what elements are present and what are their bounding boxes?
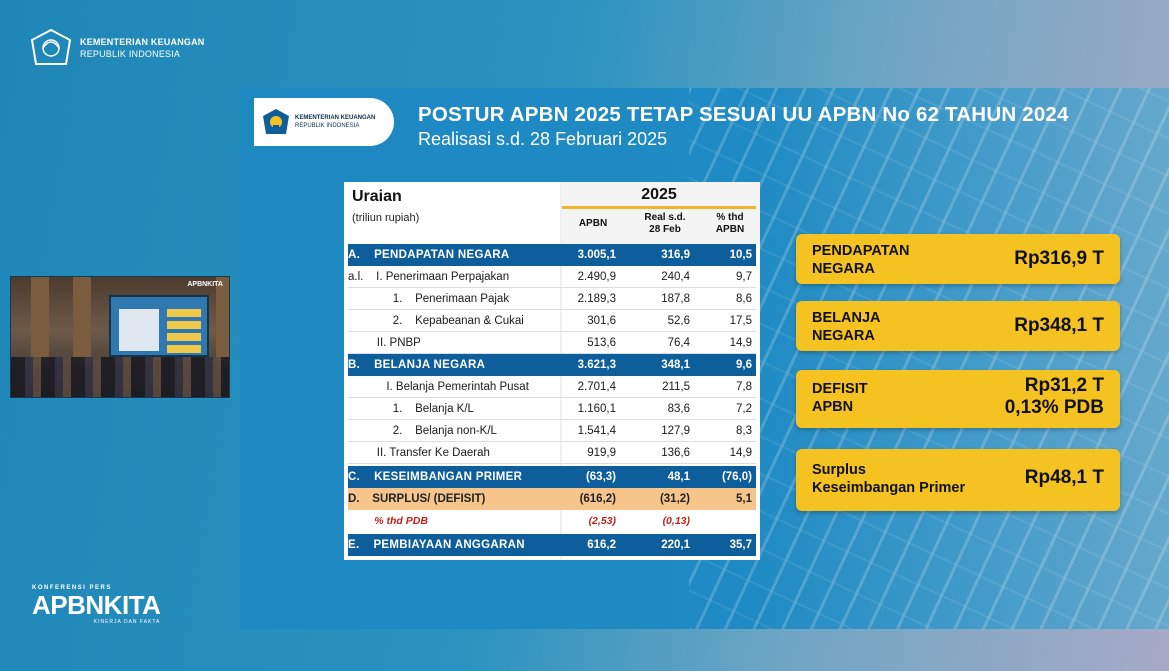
table-col-real-l2: 28 Feb bbox=[649, 224, 681, 235]
row-label: D. SURPLUS/ (DEFISIT) bbox=[348, 493, 486, 505]
row-real: 240,4 bbox=[661, 270, 690, 283]
ministry-logo-icon bbox=[30, 28, 72, 68]
row-label: A. PENDAPATAN NEGARA bbox=[348, 249, 510, 261]
table-row bbox=[348, 466, 756, 488]
row-apbn: 513,6 bbox=[587, 336, 616, 349]
row-label: 1. Belanja K/L bbox=[348, 402, 474, 415]
box-label-l1: PENDAPATAN bbox=[812, 243, 910, 259]
row-apbn: (63,3) bbox=[585, 471, 616, 483]
row-label: E. PEMBIAYAAN ANGGARAN bbox=[348, 539, 525, 551]
cam-screen-box bbox=[167, 321, 201, 329]
box-value-l2: 0,13% PDB bbox=[1004, 397, 1104, 418]
row-apbn: 1.541,4 bbox=[577, 424, 616, 437]
apbnkita-tag: KINERJA DAN FAKTA bbox=[93, 619, 161, 625]
box-value: Rp48,1 T bbox=[1024, 467, 1104, 488]
box-value bbox=[1005, 375, 1104, 419]
row-real: 211,5 bbox=[662, 380, 690, 393]
cam-pillar bbox=[216, 277, 230, 367]
box-label bbox=[812, 380, 868, 416]
row-apbn: 2.189,3 bbox=[577, 292, 616, 305]
row-label: % thd PDB bbox=[348, 515, 428, 527]
row-pct: 35,7 bbox=[729, 539, 752, 551]
row-apbn: 301,6 bbox=[587, 314, 616, 327]
presentation-slide bbox=[240, 88, 1169, 629]
box-label-l2: NEGARA bbox=[812, 261, 875, 277]
row-real: (0,13) bbox=[662, 515, 690, 527]
budget-table bbox=[344, 182, 760, 560]
row-real: 187,8 bbox=[661, 292, 690, 305]
row-real: (31,2) bbox=[659, 493, 690, 505]
row-apbn: 616,2 bbox=[587, 539, 616, 551]
row-apbn: 2.490,9 bbox=[577, 270, 616, 283]
cam-pillar bbox=[31, 277, 49, 367]
row-real: 83,6 bbox=[667, 402, 690, 415]
row-real: 348,1 bbox=[661, 359, 690, 371]
slide-logo bbox=[254, 98, 394, 146]
box-label bbox=[812, 461, 965, 497]
row-label: II. PNBP bbox=[348, 336, 421, 349]
row-apbn: (2,53) bbox=[588, 515, 616, 527]
table-row bbox=[348, 420, 756, 442]
row-pct: 10,5 bbox=[729, 249, 752, 261]
cam-screen-box bbox=[167, 309, 201, 317]
table-row bbox=[348, 244, 756, 266]
apbnkita-big: APBNKITA bbox=[32, 590, 161, 620]
ministry-logo-icon bbox=[262, 108, 290, 136]
apbnkita-small: KONFERENSI PERS bbox=[32, 585, 112, 591]
table-row bbox=[348, 266, 756, 288]
box-value: Rp348,1 T bbox=[1014, 315, 1104, 336]
box-defisit-apbn bbox=[796, 370, 1120, 428]
slide-title: POSTUR APBN 2025 TETAP SESUAI UU APBN No 62 TAHUN 2024 bbox=[418, 103, 1069, 126]
row-apbn: 1.160,1 bbox=[577, 402, 616, 415]
camera-feed-thumbnail[interactable] bbox=[10, 276, 230, 398]
table-head-year: 2025 bbox=[562, 186, 756, 209]
cam-screen-box bbox=[167, 345, 201, 353]
row-real: 127,9 bbox=[661, 424, 690, 437]
slide-subtitle: Realisasi s.d. 28 Februari 2025 bbox=[418, 129, 668, 149]
table-col-real bbox=[626, 212, 704, 236]
brand-text bbox=[80, 36, 205, 60]
table-col-real-l1: Real s.d. bbox=[644, 212, 686, 223]
row-real: 220,1 bbox=[661, 539, 690, 551]
row-real: 316,9 bbox=[661, 249, 690, 261]
table-row bbox=[348, 442, 756, 464]
row-apbn: 3.005,1 bbox=[577, 249, 616, 261]
row-pct: 14,9 bbox=[729, 446, 752, 459]
box-label-l1: DEFISIT bbox=[812, 381, 868, 397]
table-row bbox=[348, 398, 756, 420]
table-row bbox=[348, 488, 756, 510]
row-pct: 7,2 bbox=[736, 402, 752, 415]
row-pct: 8,6 bbox=[736, 292, 752, 305]
box-label-l2: Keseimbangan Primer bbox=[812, 480, 966, 496]
box-label-l1: Surplus bbox=[812, 462, 866, 478]
table-row bbox=[348, 288, 756, 310]
row-apbn: 3.621,3 bbox=[577, 359, 616, 371]
box-belanja-negara bbox=[796, 301, 1120, 351]
row-label: B. BELANJA NEGARA bbox=[348, 359, 486, 371]
row-real: 48,1 bbox=[667, 471, 690, 483]
row-label: 2. Kepabeanan & Cukai bbox=[348, 314, 524, 327]
box-label bbox=[812, 309, 880, 345]
row-label: 2. Belanja non-K/L bbox=[348, 424, 497, 437]
row-label: II. Transfer Ke Daerah bbox=[348, 446, 490, 459]
table-col-apbn: APBN bbox=[578, 218, 608, 229]
cam-pillar bbox=[73, 277, 91, 367]
row-pct: 7,8 bbox=[736, 380, 752, 393]
slide-logo-text bbox=[295, 114, 375, 130]
cam-presentation-screen bbox=[109, 295, 209, 357]
row-apbn: (616,2) bbox=[579, 493, 616, 505]
row-real: 136,6 bbox=[661, 446, 690, 459]
table-row bbox=[348, 534, 756, 556]
row-label: a.l. I. Penerimaan Perpajakan bbox=[348, 270, 510, 283]
box-label-l2: APBN bbox=[812, 399, 854, 415]
table-col-pct-l1: % thd bbox=[716, 212, 744, 223]
table-col-pct-l2: APBN bbox=[715, 224, 745, 235]
row-pct: 17,5 bbox=[729, 314, 752, 327]
apbnkita-logo bbox=[32, 585, 160, 625]
cam-screen-table bbox=[119, 309, 159, 351]
slide-logo-line2: REPUBLIK INDONESIA bbox=[295, 123, 360, 129]
slide-background-grid bbox=[689, 88, 1169, 629]
row-apbn: 2.701,4 bbox=[577, 380, 616, 393]
table-row bbox=[348, 376, 756, 398]
box-value-l1: Rp31,2 T bbox=[1024, 375, 1104, 396]
row-label: I. Belanja Pemerintah Pusat bbox=[348, 380, 529, 393]
box-label-l1: BELANJA bbox=[812, 310, 881, 326]
table-head-unit: (triliun rupiah) bbox=[352, 212, 420, 224]
table-row bbox=[348, 354, 756, 376]
table-row bbox=[348, 332, 756, 354]
box-label-l2: NEGARA bbox=[812, 328, 875, 344]
row-pct: 8,3 bbox=[736, 424, 752, 437]
table-row bbox=[348, 510, 756, 532]
row-apbn: 919,9 bbox=[587, 446, 616, 459]
box-label bbox=[812, 242, 909, 278]
row-pct: (76,0) bbox=[721, 471, 752, 483]
cam-screen-box bbox=[167, 333, 201, 341]
box-pendapatan-negara bbox=[796, 234, 1120, 284]
table-head-uraian: Uraian bbox=[352, 188, 402, 205]
box-value: Rp316,9 T bbox=[1014, 248, 1104, 269]
table-row bbox=[348, 310, 756, 332]
cam-audience bbox=[11, 357, 230, 397]
row-label: C. KESEIMBANGAN PRIMER bbox=[348, 471, 523, 483]
row-pct: 5,1 bbox=[736, 493, 752, 505]
table-col-pct bbox=[702, 212, 758, 236]
row-pct: 9,6 bbox=[736, 359, 752, 371]
cam-label: APBNKITA bbox=[187, 281, 223, 288]
brand-line1: KEMENTERIAN KEUANGAN bbox=[80, 37, 205, 47]
row-pct: 14,9 bbox=[729, 336, 752, 349]
ministry-brand bbox=[30, 28, 205, 68]
row-real: 52,6 bbox=[667, 314, 690, 327]
row-real: 76,4 bbox=[667, 336, 690, 349]
brand-line2: REPUBLIK INDONESIA bbox=[80, 49, 181, 59]
row-pct: 9,7 bbox=[736, 270, 752, 283]
row-label: 1. Penerimaan Pajak bbox=[348, 292, 510, 305]
slide-logo-line1: KEMENTERIAN KEUANGAN bbox=[295, 115, 376, 121]
box-keseimbangan-primer bbox=[796, 449, 1120, 511]
